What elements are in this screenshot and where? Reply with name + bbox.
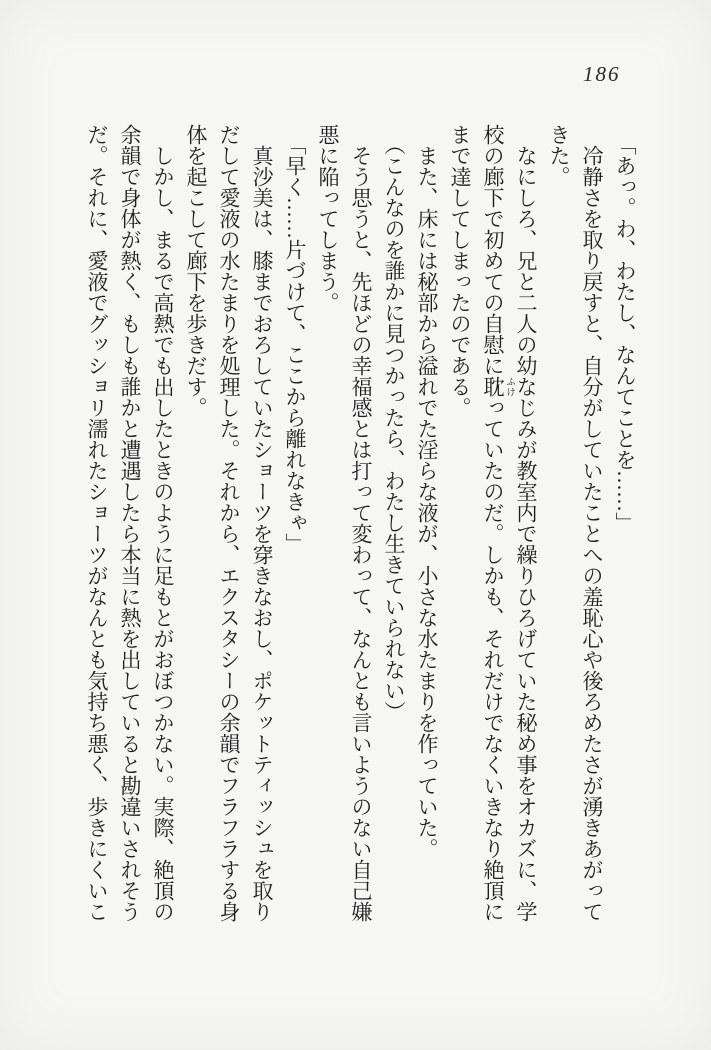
- paragraph: 冷静さを取り戻すと、自分がしていたことへの羞恥心や後ろめたさが湧きあがってきた。: [547, 124, 604, 922]
- text-block: [76, 124, 641, 924]
- paragraph: そう思うと、先ほどの幸福感とは打って変わって、なんとも言いようのない自己嫌悪に陥ってしまう。: [316, 124, 373, 922]
- page-number: 186: [583, 62, 621, 86]
- paragraph: （こんなのを誰かに見つかったら、わたし生きていられない）: [382, 134, 406, 722]
- ruby-annotated-text: 耽 ふけ: [481, 376, 514, 397]
- paragraph: しかし、まるで高熱でも出したときのように足もとがおぼつかない。実際、絶頂の余韻で身体が熱く、もしも誰かと遭遇したら本当に熱を出していると勘違いされそうだ。それに、愛液でグッショリ濡れたショーツがなんとも気持ち悪く、歩きにくいこ: [85, 124, 175, 922]
- paragraph: 真沙美は、膝までおろしていたショーツを穿きなおし、ポケットティッシュを取りだして愛液の水たまりを処理した。それから、エクスタシーの余韻でフラフラする身体を起こして廊下を歩きだす。: [184, 124, 274, 922]
- paragraph: 「早く……片づけて、ここから離れなきゃ」: [283, 134, 307, 554]
- paragraph: なにしろ、兄と二人の幼なじみが教室内で繰りひろげていた秘め事をオカズに、学校の廊下で初めての自慰に耽 ふけっていたのだ。しかも、それだけでなくいきなり絶頂にまで達してしまったのである。: [448, 124, 538, 922]
- paragraph: 「あっ。わ、わたし、なんてことを……」: [613, 134, 637, 533]
- paragraph: また、床には秘部から溢れでた淫らな液が、小さな水たまりを作っていた。: [415, 145, 439, 859]
